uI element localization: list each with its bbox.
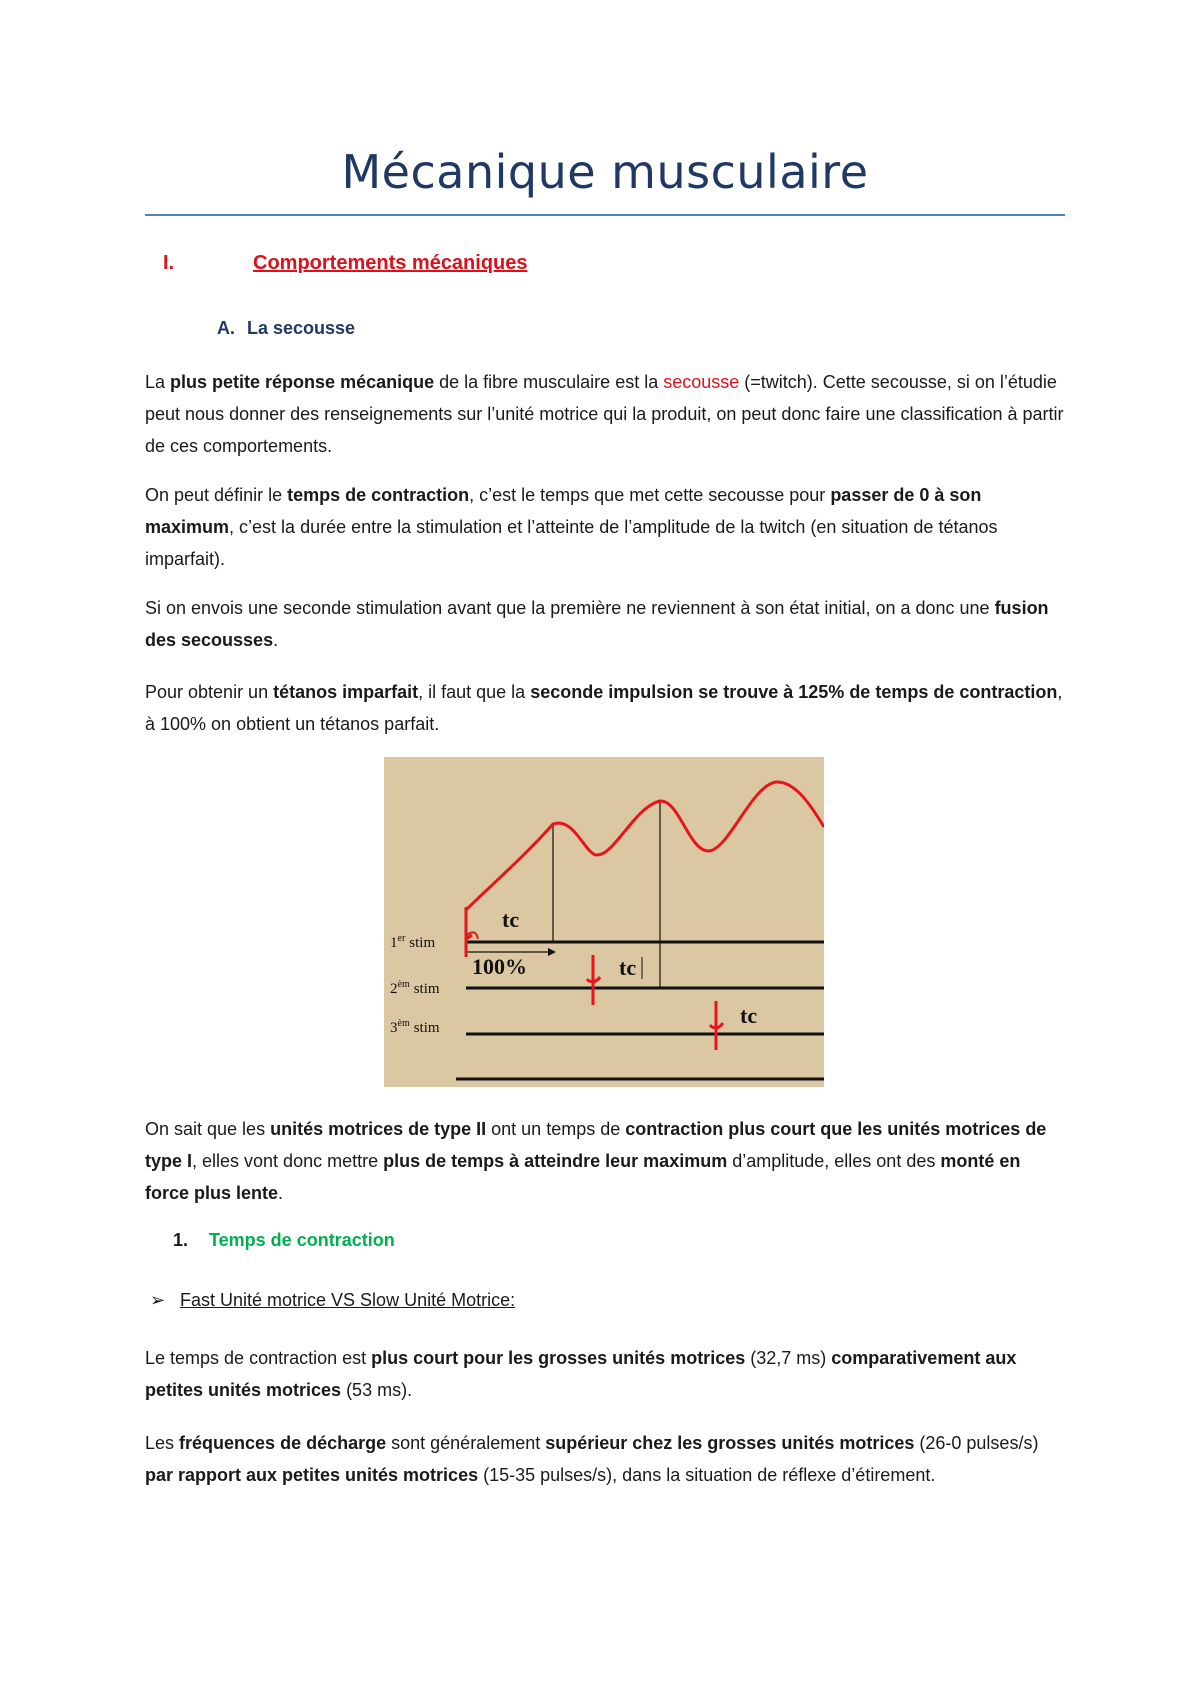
paragraph-1: La plus petite réponse mécanique de la fibre musculaire est la secousse (=twitch). Cette secousse, si on l’étudie peut nous donner des renseignements sur l’unité motrice qui la produit, on peut donc faire une classification à partir de ces comportements. [145, 372, 1064, 456]
section-number: I. [163, 252, 175, 274]
paragraph-5: On sait que les unités motrices de type II ont un temps de contraction plus court que les unités motrices de type I, elles vont donc mettre plus de temps à atteindre leur maximum d’amplitude, elles ont des monté en force plus lente. [145, 1119, 1047, 1203]
arrow-bullet-icon: ➢ [150, 1290, 166, 1310]
section-label: Comportements mécaniques [253, 252, 528, 274]
paragraph-6: Le temps de contraction est plus court pour les grosses unités motrices (32,7 ms) comparativement aux petites unités motrices (53 ms). [145, 1348, 1017, 1400]
stim-label-2: $2^{èm}$ stim [390, 979, 440, 997]
subsection-1-number: 1. [173, 1230, 189, 1250]
section-heading-1 [163, 252, 528, 275]
subsection-heading-a [217, 318, 355, 339]
stim-label-3: $3^{èm}$ stim [390, 1018, 440, 1036]
tc-label-3: tc [740, 1003, 758, 1028]
paragraph-7: Les fréquences de décharge sont généralement supérieur chez les grosses unités motrices (26-0 pulses/s) par rapport aux petites unités motrices (15-35 pulses/s), dans la situation de réflexe d’étirement. [145, 1433, 1039, 1485]
subsection-1-label: Temps de contraction [209, 1230, 395, 1250]
subsection-number: A. [217, 318, 235, 338]
stim-label-1: 1er stim [390, 933, 436, 951]
figure-background [384, 757, 824, 1087]
title-underline [145, 214, 1065, 216]
subsection-heading-1 [173, 1230, 395, 1251]
paragraph-2: On peut définir le temps de contraction, c’est le temps que met cette secousse pour passer de 0 à son maximum, c’est la durée entre la stimulation et l’atteinte de l’amplitude de la twitch (en situation de tétanos imparfait). [145, 485, 998, 569]
paragraph-4: Pour obtenir un tétanos imparfait, il faut que la seconde impulsion se trouve à 125% de temps de contraction, à 100% on obtient un tétanos parfait. [145, 682, 1063, 734]
paragraph-3: Si on envois une seconde stimulation avant que la première ne reviennent à son état initial, on a donc une fusion des secousses. [145, 598, 1049, 650]
bullet-label: Fast Unité motrice VS Slow Unité Motrice: [180, 1290, 516, 1310]
page-title: Mécanique musculaire [341, 145, 869, 199]
percent-label: 100% [472, 954, 527, 979]
tc-label-1: tc [502, 907, 520, 932]
twitch-fusion-figure [384, 757, 824, 1087]
tc-label-2: tc [619, 955, 637, 980]
bullet-item [150, 1290, 515, 1311]
subsection-label: La secousse [247, 318, 356, 338]
